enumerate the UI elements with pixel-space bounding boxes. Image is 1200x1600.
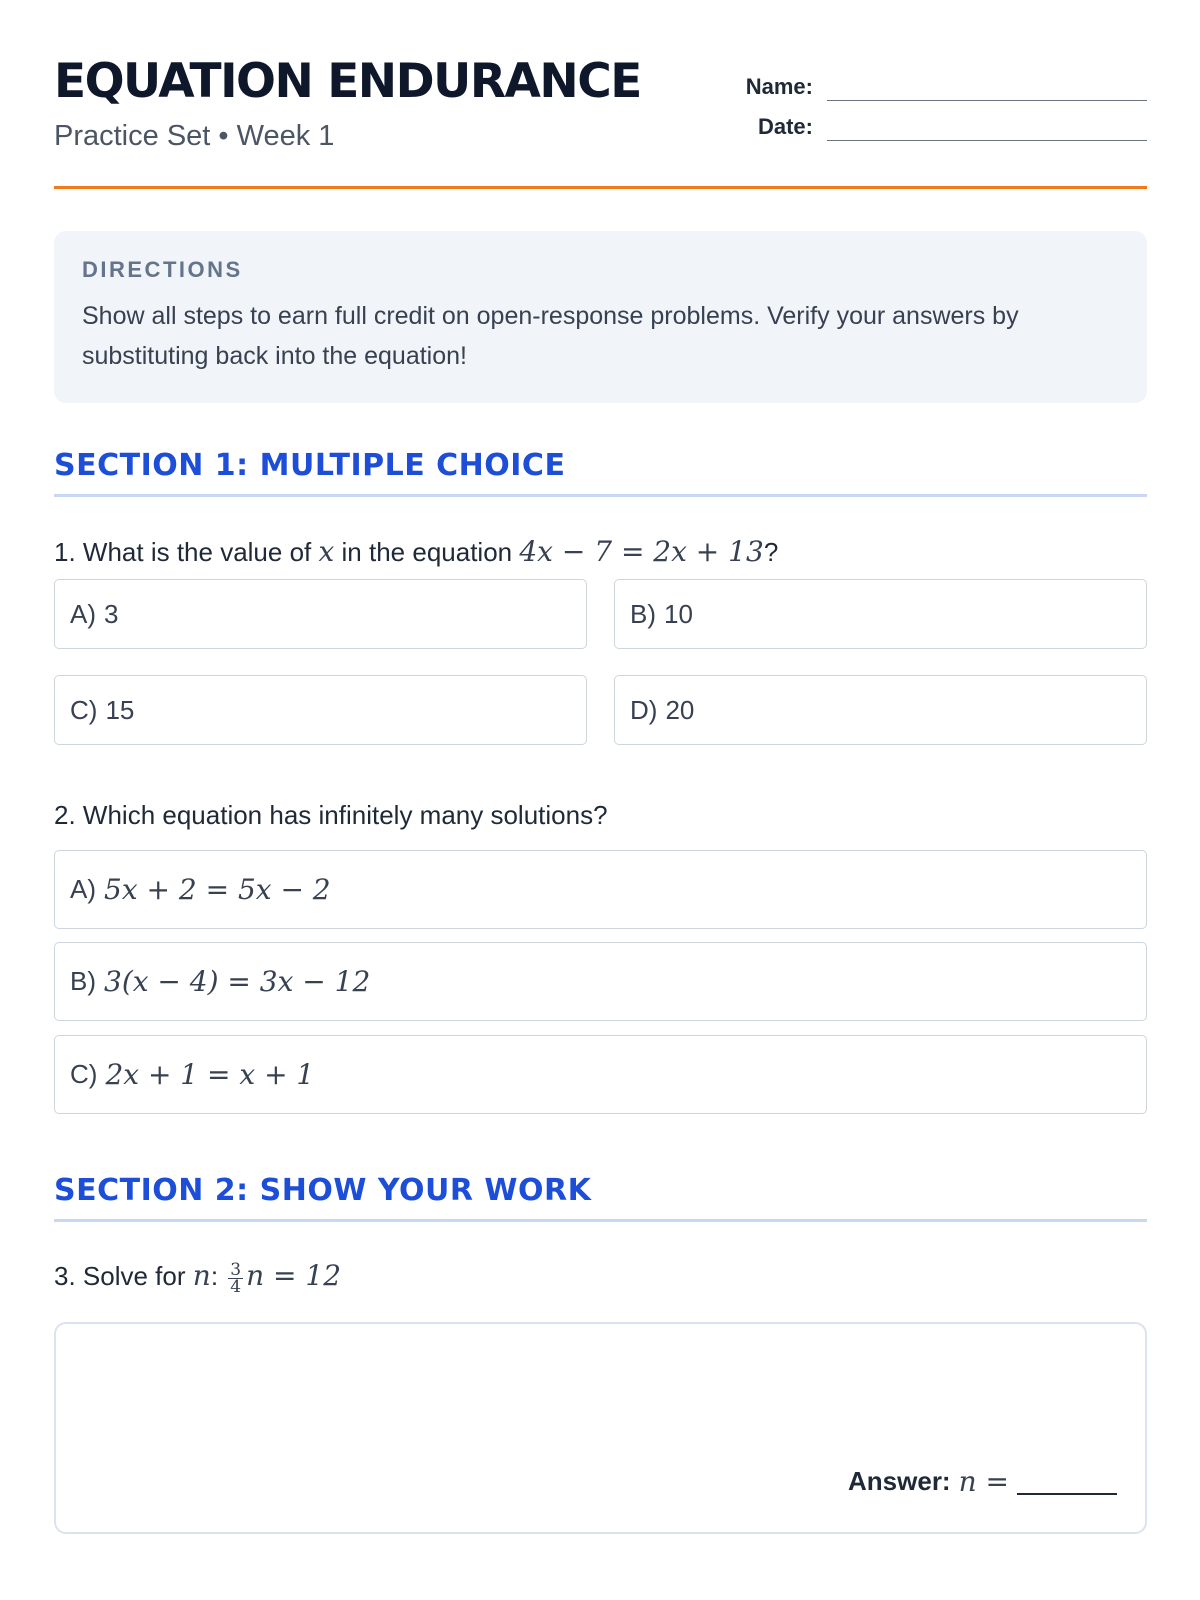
- question-1-text-after: ?: [763, 537, 779, 567]
- q1-option-c[interactable]: [54, 675, 587, 745]
- name-label: Name:: [745, 74, 813, 99]
- option-letter: B): [630, 598, 656, 629]
- q2-option-b[interactable]: [54, 942, 1147, 1021]
- question-1: [54, 535, 778, 568]
- option-equation: 2x + 1 = x + 1: [105, 1058, 315, 1091]
- directions-text: Show all steps to earn full credit on open-response problems. Verify your answers by substituting back into the equation!: [82, 302, 1019, 370]
- answer-line: [848, 1465, 1117, 1498]
- worksheet-page: [54, 0, 1147, 1600]
- date-field: [741, 110, 1147, 141]
- directions-heading: DIRECTIONS: [82, 257, 243, 282]
- worksheet-title: EQUATION ENDURANCE: [54, 54, 641, 109]
- question-1-variable: x: [318, 535, 335, 568]
- option-letter: A): [70, 598, 96, 629]
- name-input-line[interactable]: [827, 70, 1147, 101]
- date-input-line[interactable]: [827, 110, 1147, 141]
- option-text: 10: [664, 598, 693, 629]
- section-1-title: SECTION 1: MULTIPLE CHOICE: [54, 448, 1147, 497]
- question-1-text-before: What is the value of: [82, 537, 312, 567]
- question-3: [54, 1259, 341, 1295]
- question-3-number: 3.: [54, 1261, 76, 1291]
- option-letter: B): [70, 966, 96, 996]
- name-field: [741, 70, 1147, 101]
- question-3-variable: n: [192, 1259, 211, 1292]
- question-3-equation: n = 12: [246, 1259, 342, 1292]
- option-text: 3: [104, 598, 119, 629]
- q1-option-a[interactable]: [54, 579, 587, 649]
- option-equation: 5x + 2 = 5x − 2: [104, 873, 331, 906]
- work-area[interactable]: [54, 1322, 1147, 1534]
- answer-blank[interactable]: [1017, 1469, 1117, 1495]
- option-letter: A): [70, 874, 96, 904]
- fraction-denominator: 4: [230, 1276, 242, 1297]
- answer-expression: n =: [958, 1465, 1009, 1498]
- answer-label: Answer:: [848, 1466, 951, 1496]
- question-3-text: Solve for: [82, 1261, 186, 1291]
- q2-option-c[interactable]: [54, 1035, 1147, 1114]
- question-1-number: 1.: [54, 537, 76, 567]
- option-equation: 3(x − 4) = 3x − 12: [104, 965, 371, 998]
- q1-option-d[interactable]: [614, 675, 1147, 745]
- option-letter: D): [630, 694, 658, 725]
- directions-box: [54, 231, 1147, 403]
- fraction: [228, 1259, 243, 1297]
- worksheet-subtitle: Practice Set • Week 1: [54, 120, 335, 152]
- q1-option-b[interactable]: [614, 579, 1147, 649]
- option-text: 20: [665, 694, 695, 725]
- header-divider: [54, 186, 1147, 189]
- option-text: 15: [105, 694, 135, 725]
- question-3-colon: :: [210, 1261, 219, 1291]
- q2-option-a[interactable]: [54, 850, 1147, 929]
- question-1-text-middle: in the equation: [341, 537, 513, 567]
- question-1-equation: 4x − 7 = 2x + 13: [519, 535, 764, 568]
- question-2-text: Which equation has infinitely many solutions?: [82, 800, 608, 830]
- question-2-number: 2.: [54, 800, 76, 830]
- fraction-numerator: 3: [230, 1259, 242, 1280]
- date-label: Date:: [757, 114, 813, 139]
- question-2: [54, 800, 608, 831]
- option-letter: C): [70, 1059, 98, 1089]
- option-letter: C): [70, 694, 98, 725]
- section-2-title: SECTION 2: SHOW YOUR WORK: [54, 1173, 1147, 1222]
